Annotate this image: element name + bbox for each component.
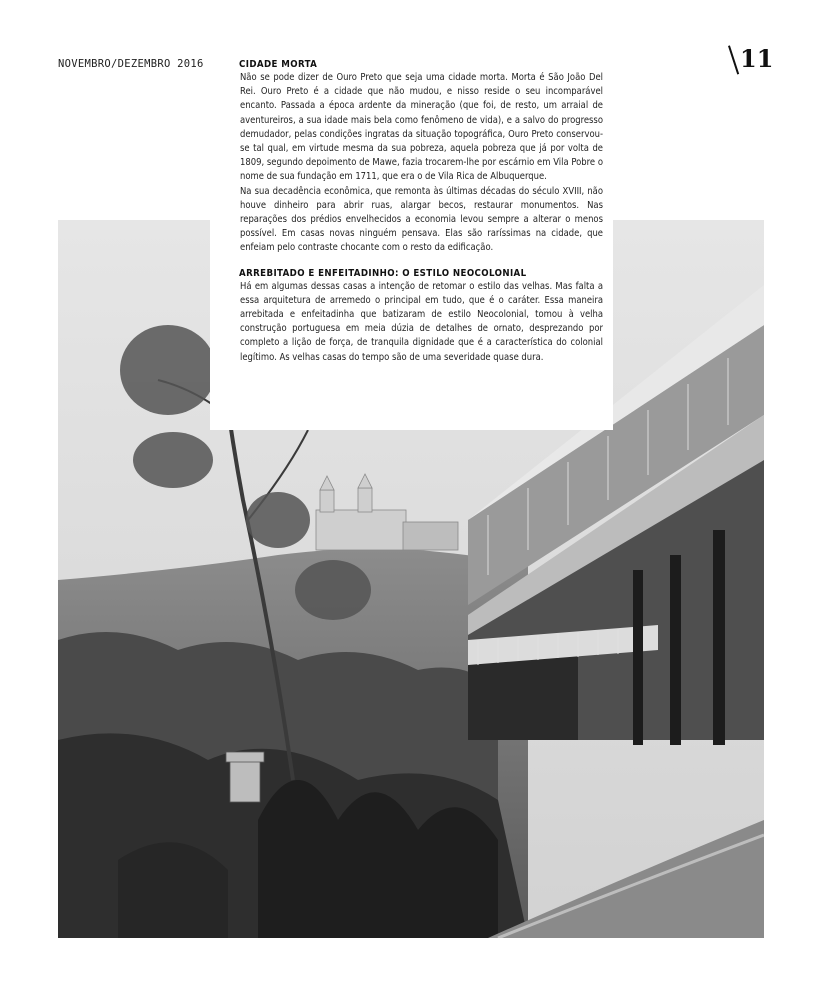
article-textbox [210,52,613,430]
page-number-text: 11 [740,44,774,73]
paragraph: Na sua decadência econômica, que remonta às últimas décadas do século XVIII, não houve dinheiro para abrir ruas, alargar becos, restaurar monumentos. Nas reparações dos prédios envelhecidos a economia levou sempre a alterar o menos possível. Em casas novas ninguém pensava. Elas são raríssimas na cidade, que enfeiam pelo contraste chocante com o resto da edificação. [240,185,603,254]
divider-slash [728,46,739,75]
section-heading-neocolonial: ARREBITADO E ENFEITADINHO: O ESTILO NEOCOLONIAL [239,267,527,279]
issue-date: NOVEMBRO/DEZEMBRO 2016 [58,58,204,70]
page-number [726,42,796,78]
section-gap [240,256,603,268]
paragraph: Há em algumas dessas casas a intenção de retomar o estilo das velhas. Mas falta a essa arquitetura de arremedo o principal em tudo, que é o caráter. Essa maneira arrebitada e enfeitadinha que batizaram de estilo Neocolonial, tomou à velha construção portuguesa em meia dúzia de detalhes de ornato, desprezando por completo a lição de força, de tranquila dignidade que é a característica do colonial legítimo. As velhas casas do tempo são de uma severidade quase dura. [240,280,603,363]
paragraph: Não se pode dizer de Ouro Preto que seja uma cidade morta. Morta é São João Del Rei. Ouro Preto é a cidade que não mudou, e nisso reside o seu incomparável encanto. Passada a época ardente da mineração (que foi, de resto, um arraial de aventureiros, a sua idade mais bela como fenômeno de vida), e a salvo do progresso demudador, pelas condições ingratas da situação topográfica, Ouro Preto conservou-se tal qual, em virtude mesma da sua pobreza, aquela pobreza que já por volta de 1809, segundo depoimento de Mawe, fazia trocarem-lhe por escárnio em Vila Pobre o nome de sua fundação em 1711, que era o de Vila Rica de Albuquerque. [240,72,603,183]
section-heading-cidade-morta: CIDADE MORTA [239,59,318,70]
lamp-post [226,752,264,802]
